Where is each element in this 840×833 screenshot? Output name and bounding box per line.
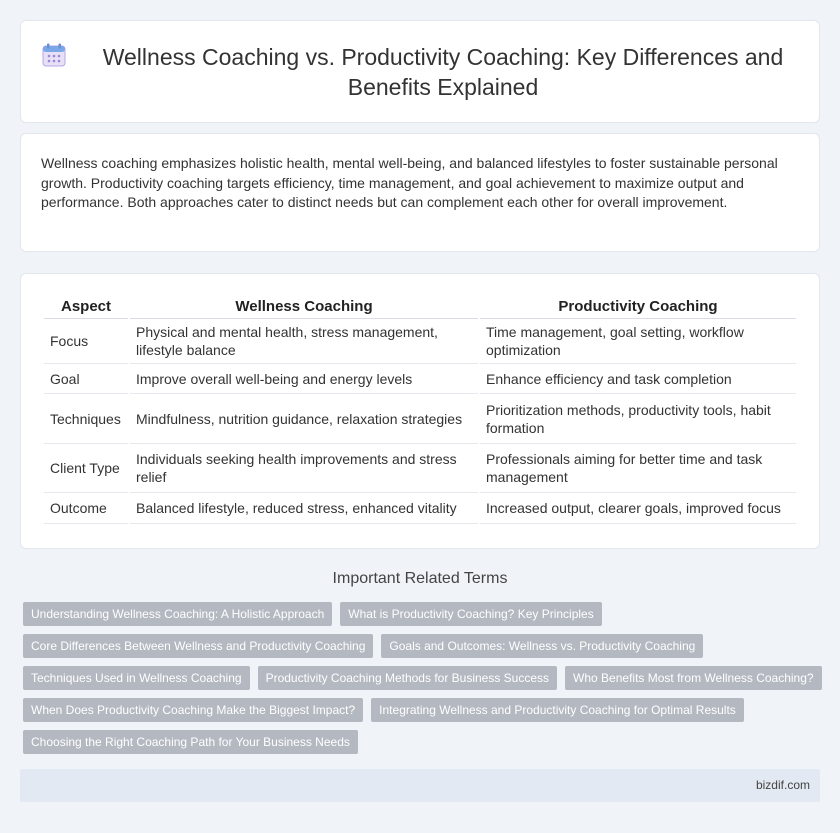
comparison-table (42, 294, 798, 524)
table-row (44, 319, 796, 364)
intro-text: Wellness coaching emphasizes holistic health, mental well-being, and balanced lifestyles to foster sustainable personal growth. Productivity coaching targets efficiency, time management, and goal achievement to maximize output and performance. Both approaches cater to distinct needs but can complement each other for overall improvement. (41, 155, 778, 210)
related-term-tag[interactable]: Goals and Outcomes: Wellness vs. Productivity Coaching (381, 634, 703, 658)
column-header-aspect: Aspect (44, 294, 128, 319)
column-header-productivity: Productivity Coaching (480, 294, 796, 319)
tag-row (23, 666, 823, 690)
wellness-cell: Balanced lifestyle, reduced stress, enhanced vitality (130, 493, 478, 524)
productivity-cell: Professionals aiming for better time and task management (480, 444, 796, 493)
related-term-tag[interactable]: When Does Productivity Coaching Make the Biggest Impact? (23, 698, 363, 722)
tag-row (23, 634, 823, 658)
table-row (44, 364, 796, 394)
intro-card (20, 133, 820, 252)
related-term-tag[interactable]: Integrating Wellness and Productivity Coaching for Optimal Results (371, 698, 744, 722)
related-term-tag[interactable]: Choosing the Right Coaching Path for Your Business Needs (23, 730, 358, 754)
aspect-cell: Goal (44, 364, 128, 394)
footer-site-link[interactable]: bizdif.com (755, 778, 810, 792)
wellness-cell: Mindfulness, nutrition guidance, relaxation strategies (130, 394, 478, 444)
productivity-cell: Time management, goal setting, workflow optimization (480, 319, 796, 364)
productivity-cell: Enhance efficiency and task completion (480, 364, 796, 394)
wellness-cell: Physical and mental health, stress management, lifestyle balance (130, 319, 478, 364)
table-row (44, 394, 796, 444)
table-header-row (44, 294, 796, 319)
column-header-wellness: Wellness Coaching (130, 294, 478, 319)
productivity-cell: Increased output, clearer goals, improved focus (480, 493, 796, 524)
wellness-cell: Individuals seeking health improvements and stress relief (130, 444, 478, 493)
aspect-cell: Focus (44, 319, 128, 364)
related-terms-list (23, 602, 823, 762)
aspect-cell: Techniques (44, 394, 128, 444)
aspect-cell: Outcome (44, 493, 128, 524)
related-term-tag[interactable]: Techniques Used in Wellness Coaching (23, 666, 250, 690)
related-term-tag[interactable]: Core Differences Between Wellness and Productivity Coaching (23, 634, 373, 658)
tag-row (23, 730, 823, 754)
related-term-tag[interactable]: Productivity Coaching Methods for Business Success (258, 666, 557, 690)
comparison-card (20, 273, 820, 549)
tag-row (23, 698, 823, 722)
related-terms-title: Important Related Terms (332, 570, 508, 587)
header-card (20, 20, 820, 123)
table-row (44, 493, 796, 524)
footer (20, 769, 820, 802)
page-title: Wellness Coaching vs. Productivity Coaching: Key Differences and Benefits Explained (102, 43, 784, 100)
related-term-tag[interactable]: Who Benefits Most from Wellness Coaching? (565, 666, 822, 690)
related-term-tag[interactable]: What is Productivity Coaching? Key Principles (340, 602, 601, 626)
related-term-tag[interactable]: Understanding Wellness Coaching: A Holistic Approach (23, 602, 332, 626)
table-row (44, 444, 796, 493)
aspect-cell: Client Type (44, 444, 128, 493)
wellness-cell: Improve overall well-being and energy levels (130, 364, 478, 394)
productivity-cell: Prioritization methods, productivity tools, habit formation (480, 394, 796, 444)
tag-row (23, 602, 823, 626)
